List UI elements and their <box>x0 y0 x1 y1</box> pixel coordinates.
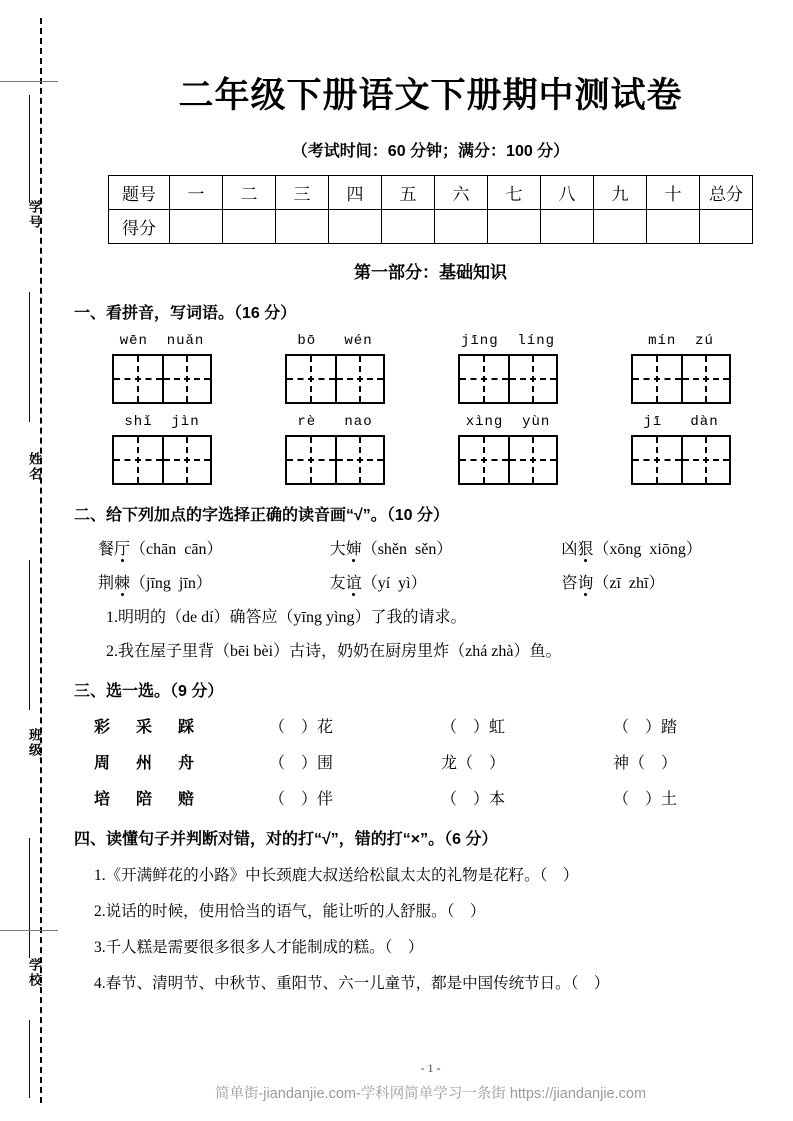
word-select-character: 周 <box>94 755 111 772</box>
choice-options[interactable]: （yí yì） <box>361 575 427 592</box>
score-table <box>108 175 753 244</box>
score-table-column-header-4: 五 <box>382 176 435 210</box>
choice-options[interactable]: （chān cān） <box>130 541 223 558</box>
word-select-characters <box>94 714 269 737</box>
pinyin-item <box>255 333 415 404</box>
pinyin-label: mín zú <box>648 333 714 349</box>
pronunciation-choice-item[interactable] <box>98 570 330 593</box>
seal-tick-top <box>0 81 58 82</box>
score-table-column-header-10: 总分 <box>700 176 753 210</box>
pronunciation-choice-row <box>68 570 793 593</box>
pinyin-item <box>428 414 588 485</box>
word-select-blank[interactable]: 神（ ） <box>613 755 678 772</box>
tianzige-cell[interactable] <box>162 356 210 402</box>
choice-word-plain: 荆 <box>98 575 115 592</box>
word-select-character: 舟 <box>178 755 195 772</box>
score-table-score-row <box>109 210 753 244</box>
choice-word-dotted: 谊 <box>345 575 362 592</box>
word-select-blank[interactable]: （ ）踏 <box>613 719 678 736</box>
tianzige-cell[interactable] <box>633 437 681 483</box>
tianzige-cell[interactable] <box>287 437 335 483</box>
word-select-blank[interactable]: （ ）本 <box>441 791 506 808</box>
seal-rule-4 <box>29 838 30 958</box>
pinyin-item <box>82 333 242 404</box>
choice-word-dotted: 棘 <box>114 575 131 592</box>
score-cell-1[interactable] <box>223 210 276 244</box>
score-cell-6[interactable] <box>488 210 541 244</box>
score-cell-9[interactable] <box>647 210 700 244</box>
seal-rule-3 <box>29 560 30 710</box>
score-table-column-header-5: 六 <box>435 176 488 210</box>
pinyin-label: wēn nuǎn <box>119 333 205 349</box>
seal-label-class: 班级 <box>27 728 42 758</box>
pronunciation-sentence[interactable]: 1.明明的（de dí）确答应（yīng yìng）了我的请求。 <box>106 609 467 626</box>
pronunciation-choice-item[interactable] <box>561 536 793 559</box>
score-cell-8[interactable] <box>594 210 647 244</box>
question-2-sentences <box>68 604 793 661</box>
seal-label-school: 学校 <box>27 958 42 988</box>
tianzige-grid[interactable] <box>631 435 731 485</box>
score-table-column-header-6: 七 <box>488 176 541 210</box>
score-table-column-header-8: 九 <box>594 176 647 210</box>
question-3-heading: 三、选一选。（9 分） <box>74 683 224 700</box>
tianzige-grid[interactable] <box>112 435 212 485</box>
word-select-character: 踩 <box>178 719 195 736</box>
pinyin-row <box>68 414 793 485</box>
choice-word-plain: 大 <box>329 541 346 558</box>
word-select-row <box>68 786 793 809</box>
score-cell-3[interactable] <box>329 210 382 244</box>
pinyin-label: shǐ jìn <box>124 414 200 430</box>
exam-sheet <box>68 0 793 1121</box>
pinyin-item <box>255 414 415 485</box>
word-select-blank[interactable]: （ ）土 <box>613 791 678 808</box>
seal-rule-5 <box>29 1020 30 1098</box>
word-select-blank[interactable]: （ ）虹 <box>441 719 506 736</box>
tianzige-cell[interactable] <box>335 356 383 402</box>
seal-label-student-name: 姓名 <box>27 452 42 482</box>
score-table-column-header-3: 四 <box>329 176 382 210</box>
pinyin-item <box>601 414 761 485</box>
question-2-choices <box>68 536 793 593</box>
word-select-character: 赔 <box>178 791 195 808</box>
choice-word-plain: 咨 <box>561 575 578 592</box>
choice-options[interactable]: （jīng jīn） <box>130 575 212 592</box>
choice-options[interactable]: （zī zhī） <box>593 575 665 592</box>
judge-statement[interactable]: 2.说话的时候，使用恰当的语气，能让听的人舒服。（ ） <box>94 903 486 920</box>
pinyin-label: jīng líng <box>460 333 555 349</box>
pinyin-label: xìng yùn <box>465 414 551 430</box>
pronunciation-choice-item[interactable] <box>98 536 330 559</box>
word-select-character: 彩 <box>94 719 111 736</box>
word-select-blank[interactable]: 龙（ ） <box>441 755 506 772</box>
choice-word-plain: 凶 <box>561 541 578 558</box>
pinyin-row <box>68 333 793 404</box>
score-cell-7[interactable] <box>541 210 594 244</box>
tianzige-cell[interactable] <box>633 356 681 402</box>
score-table-column-header-7: 八 <box>541 176 594 210</box>
choice-word-dotted: 厅 <box>114 541 131 558</box>
exam-meta-line: （考试时间：60 分钟；满分：100 分） <box>291 143 570 160</box>
score-table-row-label-number: 题号 <box>109 176 170 210</box>
tianzige-cell[interactable] <box>460 437 508 483</box>
tianzige-cell[interactable] <box>681 356 729 402</box>
watermark-text: 简单街-jiandanjie.com-学科网简单学习一条街 https://jiandanjie.com <box>214 1086 647 1102</box>
tianzige-cell[interactable] <box>508 437 556 483</box>
choice-word-plain: 友 <box>329 575 346 592</box>
seal-label-student-id: 学号 <box>27 200 42 230</box>
pinyin-writing-area <box>68 333 793 485</box>
pinyin-label: jī dàn <box>643 414 719 430</box>
tianzige-grid[interactable] <box>112 354 212 404</box>
score-cell-0[interactable] <box>170 210 223 244</box>
seal-rule-1 <box>29 95 30 203</box>
page-title: 二年级下册语文下册期中测试卷 <box>178 76 683 115</box>
score-table-column-header-2: 三 <box>276 176 329 210</box>
score-table-header-row <box>109 176 753 210</box>
score-table-column-header-9: 十 <box>647 176 700 210</box>
tianzige-cell[interactable] <box>460 356 508 402</box>
judge-statement[interactable]: 1.《开满鲜花的小路》中长颈鹿大叔送给松鼠太太的礼物是花籽。（ ） <box>94 867 579 884</box>
pronunciation-sentence[interactable]: 2.我在屋子里背（bēi bèi）古诗，奶奶在厨房里炸（zhá zhà）鱼。 <box>106 643 562 660</box>
question-4-statements <box>68 863 793 993</box>
pronunciation-choice-item[interactable] <box>561 570 793 593</box>
question-2-heading: 二、给下列加点的字选择正确的读音画“√”。（10 分） <box>74 507 450 524</box>
choice-word-dotted: 询 <box>577 575 594 592</box>
tianzige-grid[interactable] <box>458 354 558 404</box>
choice-word-dotted: 婶 <box>345 541 362 558</box>
word-select-character: 培 <box>94 791 111 808</box>
word-select-characters <box>94 750 269 773</box>
choice-options[interactable]: （shěn sěn） <box>361 541 453 558</box>
pinyin-label: bō wén <box>297 333 373 349</box>
judge-statement[interactable]: 4.春节、清明节、中秋节、重阳节、六一儿童节，都是中国传统节日。（ ） <box>94 975 610 992</box>
seal-tick-bottom <box>0 930 58 931</box>
tianzige-grid[interactable] <box>458 435 558 485</box>
word-select-character: 州 <box>136 755 153 772</box>
tianzige-cell[interactable] <box>681 437 729 483</box>
pronunciation-choice-item[interactable] <box>330 536 562 559</box>
score-table-wrapper <box>108 175 753 244</box>
pinyin-item <box>82 414 242 485</box>
pinyin-label: rè nao <box>297 414 373 430</box>
word-select-blank[interactable]: （ ）伴 <box>269 791 334 808</box>
seal-rule-2 <box>29 292 30 422</box>
word-select-row <box>68 750 793 773</box>
judge-statement[interactable]: 3.千人糕是需要很多很多人才能制成的糕。（ ） <box>94 939 424 956</box>
tianzige-cell[interactable] <box>508 356 556 402</box>
page-footer <box>68 1061 793 1103</box>
score-table-column-header-1: 二 <box>223 176 276 210</box>
score-cell-4[interactable] <box>382 210 435 244</box>
choice-word-plain: 餐 <box>98 541 115 558</box>
tianzige-cell[interactable] <box>114 437 162 483</box>
part-one-title: 第一部分：基础知识 <box>354 263 507 282</box>
score-cell-5[interactable] <box>435 210 488 244</box>
tianzige-grid[interactable] <box>285 354 385 404</box>
word-select-character: 陪 <box>136 791 153 808</box>
pinyin-item <box>601 333 761 404</box>
tianzige-cell[interactable] <box>162 437 210 483</box>
score-cell-10[interactable] <box>700 210 753 244</box>
score-table-row-label-score: 得分 <box>109 210 170 244</box>
pinyin-item <box>428 333 588 404</box>
question-4-heading: 四、读懂句子并判断对错，对的打“√”，错的打“×”。（6 分） <box>74 831 498 848</box>
tianzige-grid[interactable] <box>631 354 731 404</box>
seal-dashed-line <box>40 18 42 1103</box>
word-select-character: 采 <box>136 719 153 736</box>
page-number: - 1 - <box>420 1061 441 1075</box>
question-3-rows <box>68 714 793 809</box>
pronunciation-choice-row <box>68 536 793 559</box>
choice-word-dotted: 狠 <box>577 541 594 558</box>
pronunciation-choice-item[interactable] <box>330 570 562 593</box>
score-cell-2[interactable] <box>276 210 329 244</box>
word-select-characters <box>94 786 269 809</box>
word-select-blank[interactable]: （ ）围 <box>269 755 334 772</box>
seal-margin <box>0 0 68 1121</box>
word-select-row <box>68 714 793 737</box>
score-table-column-header-0: 一 <box>170 176 223 210</box>
tianzige-cell[interactable] <box>287 356 335 402</box>
question-1-heading: 一、看拼音，写词语。（16 分） <box>74 305 297 322</box>
word-select-blank[interactable]: （ ）花 <box>269 719 334 736</box>
choice-options[interactable]: （xōng xiōng） <box>593 541 702 558</box>
tianzige-cell[interactable] <box>114 356 162 402</box>
tianzige-cell[interactable] <box>335 437 383 483</box>
tianzige-grid[interactable] <box>285 435 385 485</box>
